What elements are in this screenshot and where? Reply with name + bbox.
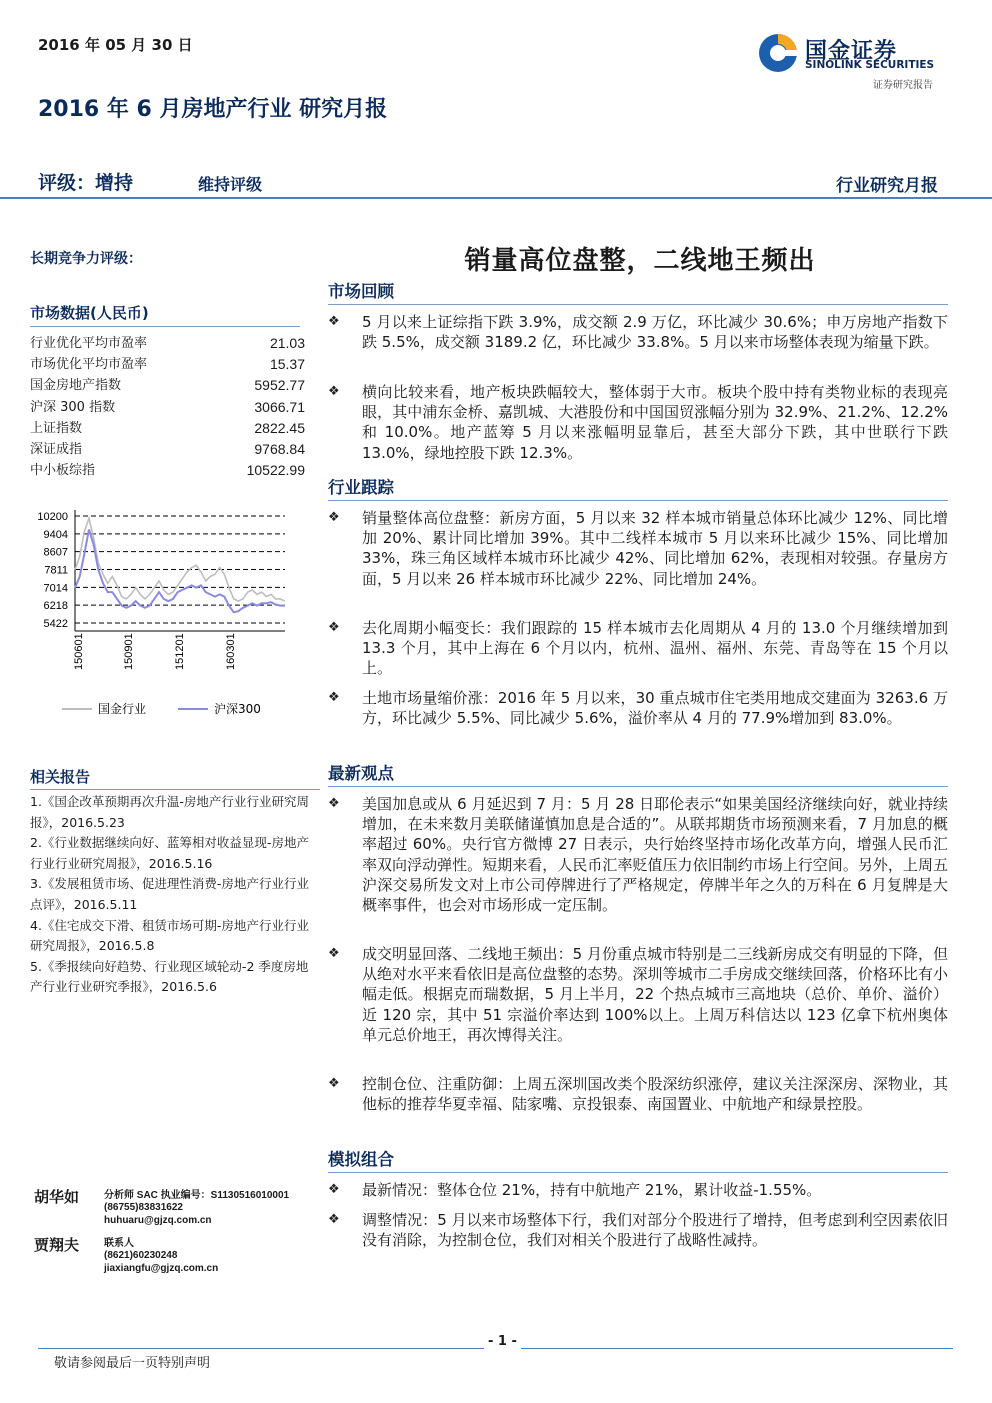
diamond-bullet-icon: ❖ bbox=[328, 384, 340, 399]
bullet-text: 土地市场量缩价涨：2016 年 5 月以来，30 重点城市住宅类用地成交建面为 3263.6 万方，环比减少 5.5%、同比减少 5.6%，溢价率从 4 月的 77.9%增加到 83.0%。 bbox=[362, 689, 948, 728]
legend-label: 沪深300 bbox=[214, 702, 261, 716]
market-data-value: 10522.99 bbox=[246, 462, 305, 479]
logo-english-name: SINOLINK SECURITIES bbox=[805, 59, 935, 71]
analyst-name: 贾翔夫 bbox=[34, 1236, 80, 1254]
main-title: 销量高位盘整，二线地王频出 bbox=[464, 246, 816, 276]
analyst-contact-line: 分析师 SAC 执业编号：S1130516010001 bbox=[104, 1190, 290, 1201]
bullet-item bbox=[328, 312, 948, 352]
page-number: - 1 - bbox=[484, 1334, 521, 1349]
analyst-contact-line: (86755)83831622 bbox=[104, 1202, 183, 1214]
y-tick-label: 10200 bbox=[37, 511, 68, 523]
bullet-text: 去化周期小幅变长：我们跟踪的 15 样本城市去化周期从 4 月的 13.0 个月继续增加到 13.3 个月，其中上海在 6 个月以内，杭州、温州、福州、东莞、青岛等在 15 个月以上。 bbox=[362, 619, 948, 678]
market-data-row bbox=[30, 397, 305, 418]
x-tick-label: 160301 bbox=[225, 633, 237, 670]
analyst-contact-line[interactable]: jiaxiangfu@gjzq.com.cn bbox=[104, 1262, 219, 1274]
diamond-bullet-icon: ❖ bbox=[328, 1182, 340, 1197]
company-logo bbox=[757, 32, 947, 90]
market-data-value: 5952.77 bbox=[254, 377, 305, 394]
market-data-label: 沪深 300 指数 bbox=[30, 399, 116, 415]
related-report-item[interactable]: 5.《季报续向好趋势、行业现区域轮动-2 季度房地产行业行业研究季报》，2016.5.6 bbox=[30, 958, 309, 995]
market-data-label: 行业优化平均市盈率 bbox=[30, 336, 148, 351]
y-tick-label: 7811 bbox=[44, 564, 68, 577]
diamond-bullet-icon: ❖ bbox=[328, 1212, 340, 1227]
bullet-text: 销量整体高位盘整：新房方面，5 月以来 32 样本城市销量总体环比减少 12%、同比增加 20%、累计同比增加 39%。其中二线样本城市 5 月以来环比减少 15%、同比增加 33%，珠三角区域样本城市环比减少 42%、同比增加 62%，表现相对较强。存量房方面，5 月以来 26 样本城市环比减少 22%、同比增加 24%。 bbox=[362, 509, 948, 588]
market-data-row bbox=[30, 460, 305, 481]
diamond-bullet-icon: ❖ bbox=[328, 946, 340, 961]
diamond-bullet-icon: ❖ bbox=[328, 314, 340, 329]
bullet-item bbox=[328, 944, 948, 1045]
market-data-row bbox=[30, 439, 305, 460]
report-type: 行业研究月报 bbox=[836, 176, 938, 196]
analyst-contact bbox=[104, 1190, 289, 1227]
x-tick-label: 150901 bbox=[123, 633, 135, 670]
rating-label: 评级：增持 bbox=[38, 172, 134, 194]
logo-chinese-name: 国金证券 bbox=[805, 39, 898, 64]
bullet-item bbox=[328, 382, 948, 463]
rating-action: 维持评级 bbox=[198, 175, 263, 194]
long-term-rating-label: 长期竞争力评级： bbox=[30, 251, 142, 267]
series-line-csi300 bbox=[75, 529, 285, 612]
market-data-row bbox=[30, 333, 305, 354]
y-tick-label: 6218 bbox=[43, 600, 68, 613]
market-data-value: 3066.71 bbox=[254, 398, 305, 415]
rating-bar bbox=[38, 168, 948, 196]
related-reports-list bbox=[30, 792, 320, 998]
report-date: 2016 年 05 月 30 日 bbox=[38, 36, 193, 54]
footer-disclaimer: 敬请参阅最后一页特别声明 bbox=[54, 1356, 211, 1371]
y-tick-label: 8607 bbox=[43, 546, 68, 559]
diamond-bullet-icon: ❖ bbox=[328, 510, 340, 525]
analyst-contact-line: 联系人 bbox=[104, 1238, 134, 1249]
analyst-contact bbox=[104, 1238, 218, 1275]
market-data-label: 上证指数 bbox=[30, 420, 83, 436]
related-report-item[interactable]: 3.《发展租赁市场、促进理性消费-房地产行业行业点评》，2016.5.11 bbox=[30, 876, 309, 912]
analyst-contact-line[interactable]: huhuaru@gjzq.com.cn bbox=[104, 1214, 212, 1226]
bullet-item bbox=[328, 688, 948, 728]
section-heading: 市场回顾 bbox=[328, 278, 948, 305]
diamond-bullet-icon: ❖ bbox=[328, 796, 340, 811]
y-tick-label: 7014 bbox=[43, 582, 68, 595]
market-data-label: 深证成指 bbox=[30, 442, 83, 458]
related-reports-title: 相关报告 bbox=[30, 766, 320, 790]
market-data-label: 中小板综指 bbox=[30, 463, 96, 479]
y-tick-label: 9404 bbox=[43, 528, 68, 541]
related-report-item[interactable]: 4.《住宅成交下滑、租赁市场可期-房地产行业行业研究周报》，2016.5.8 bbox=[30, 917, 309, 954]
diamond-bullet-icon: ❖ bbox=[328, 1076, 340, 1091]
bullet-item bbox=[328, 508, 948, 589]
section-heading: 最新观点 bbox=[328, 760, 948, 787]
logo-subtitle: 证券研究报告 bbox=[873, 80, 933, 91]
bullet-text: 控制仓位、注重防御：上周五深圳国改类个股深纺织涨停，建议关注深深房、深物业，其他标的推荐华夏幸福、陆家嘴、京投银泰、南国置业、中航地产和绿景控股。 bbox=[362, 1075, 948, 1114]
diamond-bullet-icon: ❖ bbox=[328, 620, 340, 635]
bullet-text: 5 月以来上证综指下跌 3.9%，成交额 2.9 万亿，环比减少 30.6%；申万房地产指数下跌 5.5%，成交额 3189.2 亿，环比减少 33.8%。5 月以来市场整体表现为缩量下跌。 bbox=[362, 313, 948, 352]
analyst-contact-line: (8621)60230248 bbox=[104, 1250, 178, 1262]
bullet-text: 成交明显回落、二线地王频出：5 月份重点城市特别是二三线新房成交有明显的下降，但从绝对水平来看依旧是高位盘整的态势。深圳等城市二手房成交继续回落，价格环比有小幅走低。根据克而瑞数据，5 月上半月，22 个热点城市三高地块（总价、单价、溢价）近 120 宗，其中 51 宗溢价率达到 100%以上。上周万科信达以 123 亿拿下杭州奥体单元总价地王，再次博得关注。 bbox=[362, 945, 948, 1044]
section-heading: 模拟组合 bbox=[328, 1146, 948, 1173]
bullet-item bbox=[328, 618, 948, 679]
price-chart bbox=[30, 498, 300, 728]
bullet-item bbox=[328, 1074, 948, 1114]
bullet-text: 调整情况：5 月以来市场整体下行，我们对部分个股进行了增持，但考虑到利空因素依旧没有消除，为控制仓位，我们对相关个股进行了战略性减持。 bbox=[362, 1211, 948, 1250]
market-data-table bbox=[30, 333, 320, 481]
y-tick-label: 5422 bbox=[43, 618, 68, 630]
bullet-text: 最新情况：整体仓位 21%，持有中航地产 21%，累计收益-1.55%。 bbox=[362, 1181, 822, 1199]
market-data-row bbox=[30, 354, 305, 375]
header-divider bbox=[0, 197, 992, 199]
left-sidebar bbox=[30, 248, 320, 481]
bullet-item bbox=[328, 794, 948, 915]
sinolink-logo-icon bbox=[757, 32, 799, 74]
section-heading: 行业跟踪 bbox=[328, 474, 948, 501]
market-data-row bbox=[30, 418, 305, 439]
bullet-item bbox=[328, 1180, 948, 1200]
report-title: 2016 年 6 月房地产行业 研究月报 bbox=[38, 97, 388, 122]
market-data-label: 市场优化平均市盈率 bbox=[30, 357, 148, 373]
related-report-item[interactable]: 1.《国企改革预期再次升温-房地产行业行业研究周报》，2016.5.23 bbox=[30, 794, 309, 830]
related-report-item[interactable]: 2.《行业数据继续向好、蓝筹相对收益显现-房地产行业行业研究周报》，2016.5.16 bbox=[30, 835, 309, 871]
market-data-value: 2822.45 bbox=[254, 419, 305, 436]
market-data-title: 市场数据(人民币) bbox=[30, 302, 300, 327]
legend-label: 国金行业 bbox=[98, 702, 147, 716]
market-data-value: 15.37 bbox=[269, 356, 305, 373]
bullet-item bbox=[328, 1210, 948, 1250]
x-tick-label: 150601 bbox=[73, 633, 85, 670]
market-data-value: 9768.84 bbox=[254, 441, 305, 458]
bullet-text: 横向比较来看，地产板块跌幅较大，整体弱于大市。板块个股中持有类物业标的表现亮眼，其中浦东金桥、嘉凯城、大港股份和中国国贸涨幅分别为 32.9%、21.2%、12.2%和 10.0%。地产蓝筹 5 月以来涨幅明显靠后，甚至大部分下跌，其中世联行下跌 13.0%，绿地控股下跌 12.3%。 bbox=[362, 383, 948, 462]
diamond-bullet-icon: ❖ bbox=[328, 690, 340, 705]
market-data-row bbox=[30, 375, 305, 396]
bullet-text: 美国加息或从 6 月延迟到 7 月：5 月 28 日耶伦表示“如果美国经济继续向好，就业持续增加，在未来数月美联储谨慎加息是合适的”。从联邦期货市场预测来看，7 月加息的概率超过 60%。央行官方微博 27 日表示，央行始终坚持市场化改革方向，增强人民币汇率双向浮动弹性。短期来看，人民币汇率贬值压力依旧制约市场上行空间。另外，上周五沪深交易所发文对上市公司停牌进行了严格规定，停牌半年之久的万科在 6 月复牌是大概率事件，也会对市场形成一定压制。 bbox=[362, 795, 948, 915]
market-data-label: 国金房地产指数 bbox=[30, 378, 122, 394]
market-data-value: 21.03 bbox=[269, 335, 305, 351]
analyst-name: 胡华如 bbox=[34, 1188, 80, 1206]
x-tick-label: 151201 bbox=[174, 633, 186, 670]
